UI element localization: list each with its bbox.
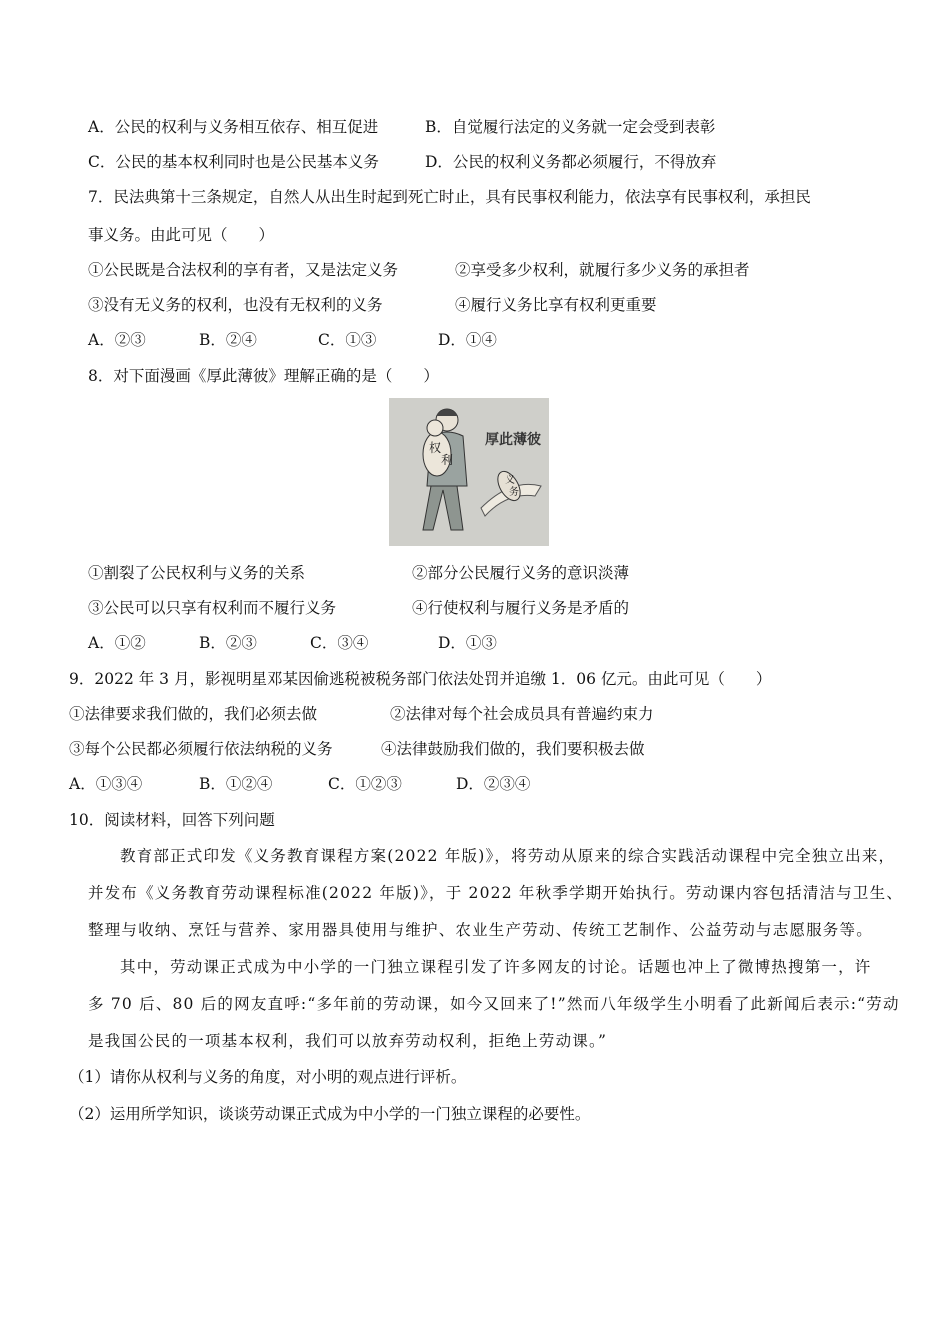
q8-option-c: C．③④: [310, 634, 369, 652]
q6-option-c: C．公民的基本权利同时也是公民基本义务: [88, 153, 379, 171]
q7-statement-4: ④履行义务比享有权利更重要: [455, 296, 657, 314]
q7-statement-3: ③没有无义务的权利，也没有无权利的义务: [88, 296, 383, 314]
cartoon-label-rights-2: 利: [441, 453, 454, 467]
material-line: 其中，劳动课正式成为中小学的一门独立课程引发了许多网友的讨论。话题也冲上了微博热搜第一，许: [120, 958, 872, 976]
q9-stem: 9．2022 年 3 月，影视明星邓某因偷逃税被税务部门依法处罚并追缴 1．06 亿元。由此可见（ ）: [69, 670, 772, 688]
material-line: 并发布《义务教育劳动课程标准(2022 年版)》，于 2022 年秋季学期开始执行。劳动课内容包括清洁与卫生、: [88, 884, 904, 902]
q7-stem-line1: 7．民法典第十三条规定，自然人从出生时起到死亡时止，具有民事权利能力，依法享有民事权利，承担民: [88, 188, 811, 206]
q10-stem: 10．阅读材料，回答下列问题: [69, 811, 275, 829]
material-line: 是我国公民的一项基本权利，我们可以放弃劳动权利，拒绝上劳动课。”: [88, 1032, 608, 1050]
cartoon-title: 厚此薄彼: [485, 432, 541, 448]
q7-statement-2: ②享受多少权利，就履行多少义务的承担者: [455, 261, 750, 279]
q6-option-d: D．公民的权利义务都必须履行，不得放弃: [425, 153, 717, 171]
q7-stem-line2: 事义务。由此可见（ ）: [88, 226, 275, 244]
q7-option-d: D．①④: [438, 331, 497, 349]
q10-sub-question-2: （2）运用所学知识，谈谈劳动课正式成为中小学的一门独立课程的必要性。: [69, 1105, 591, 1123]
q9-option-a: A．①③④: [69, 775, 143, 793]
q8-stem: 8．对下面漫画《厚此薄彼》理解正确的是（ ）: [88, 367, 439, 385]
cartoon-label-rights-1: 权: [429, 441, 442, 455]
q10-sub-question-1: （1）请你从权利与义务的角度，对小明的观点进行评析。: [69, 1068, 467, 1086]
q8-statement-3: ③公民可以只享有权利而不履行义务: [88, 599, 337, 617]
material-line: 教育部正式印发《义务教育课程方案(2022 年版)》，将劳动从原来的综合实践活动课程中完全独立出来，: [120, 847, 896, 865]
q9-statement-3: ③每个公民都必须履行依法纳税的义务: [69, 740, 333, 758]
q7-statement-1: ①公民既是合法权利的享有者，又是法定义务: [88, 261, 399, 279]
cartoon-image: [389, 398, 549, 546]
q8-option-a: A．①②: [88, 634, 146, 652]
q9-statement-1: ①法律要求我们做的，我们必须去做: [69, 705, 318, 723]
q9-option-b: B．①②④: [199, 775, 273, 793]
q9-statement-2: ②法律对每个社会成员具有普遍约束力: [390, 705, 654, 723]
q8-option-d: D．①③: [438, 634, 497, 652]
q7-option-c: C．①③: [318, 331, 377, 349]
q9-option-d: D．②③④: [456, 775, 531, 793]
cartoon-label-duty-2: 务: [509, 487, 519, 498]
q8-statement-4: ④行使权利与履行义务是矛盾的: [412, 599, 630, 617]
q8-statement-2: ②部分公民履行义务的意识淡薄: [412, 564, 630, 582]
q6-option-a: A．公民的权利与义务相互依存、相互促进: [88, 118, 379, 136]
q9-statement-4: ④法律鼓励我们做的，我们要积极去做: [381, 740, 645, 758]
q8-statement-1: ①割裂了公民权利与义务的关系: [88, 564, 306, 582]
material-line: 整理与收纳、烹饪与营养、家用器具使用与维护、农业生产劳动、传统工艺制作、公益劳动与志愿服务等。: [88, 921, 873, 939]
q6-option-b: B．自觉履行法定的义务就一定会受到表彰: [425, 118, 716, 136]
cartoon-label-duty-1: 义: [505, 475, 515, 486]
q9-option-c: C．①②③: [328, 775, 402, 793]
q7-option-a: A．②③: [88, 331, 146, 349]
q8-option-b: B．②③: [199, 634, 257, 652]
material-line: 多 70 后、80 后的网友直呼:“多年前的劳动课，如今又回来了!”然而八年级学生小明看了此新闻后表示:“劳动: [88, 995, 900, 1013]
q7-option-b: B．②④: [199, 331, 257, 349]
